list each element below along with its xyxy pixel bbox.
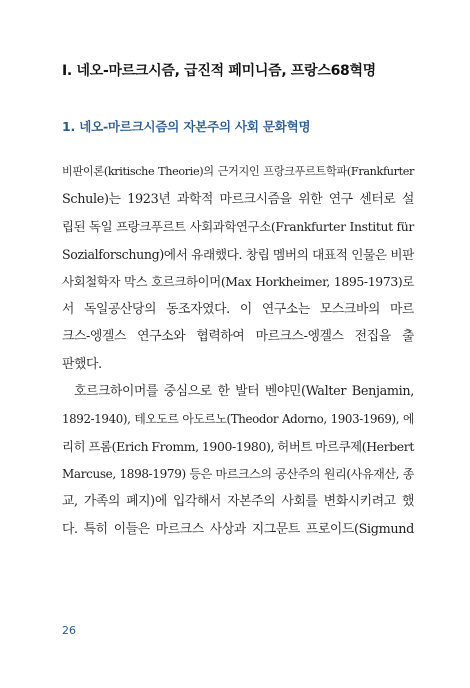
body-line: 크스-엥겔스 연구소와 협력하여 마르크스-엥겔스 전집을 출 [62,329,414,344]
body-line: 다. 특히 이들은 마르크스 사상과 지그문트 프로이드(Sigmund [62,521,414,537]
body-line: 호르크하이머를 중심으로 한 발터 벤야민(Walter Benjamin, [74,384,414,399]
body-line: 사회철학자 막스 호르크하이머(Max Horkheimer, 1895-1973)로 [62,274,414,289]
body-line: 비판이론(kritische Theorie)의 근거지인 프랑크푸르트학파(Frankfurter [62,165,414,178]
body-text [62,158,414,543]
chapter-title: I. 네오-마르크시즘, 급진적 페미니즘, 프랑스68혁명 [62,63,376,79]
section-title: 1. 네오-마르크시즘의 자본주의 사회 문화혁명 [62,119,311,134]
body-line: 교, 가족의 폐지)에 입각해서 자본주의 사회를 변화시키려고 했 [62,494,414,509]
body-line: Schule)는 1923년 과학적 마르크시즘을 위한 연구 센터로 설 [62,191,414,207]
page-number: 26 [62,624,76,637]
body-line: 립된 독일 프랑크푸르트 사회과학연구소(Frankfurter Institut für [62,219,414,234]
body-line: 리히 프롬(Erich Fromm, 1900-1980), 허버트 마르쿠제(Herbert [62,439,414,454]
body-line: 판했다. [62,356,102,372]
body-line: Marcuse, 1898-1979) 등은 마르크스의 공산주의 원리(사유재산, 종 [62,466,414,481]
body-line: 1892-1940), 테오도르 아도르노(Theodor Adorno, 1903-1969), 에 [62,411,414,426]
body-line: 서 독일공산당의 동조자였다. 이 연구소는 모스크바의 마르 [62,301,414,317]
body-line: Sozialforschung)에서 유래했다. 창립 멤버의 대표적 인물은 비판 [62,246,414,262]
